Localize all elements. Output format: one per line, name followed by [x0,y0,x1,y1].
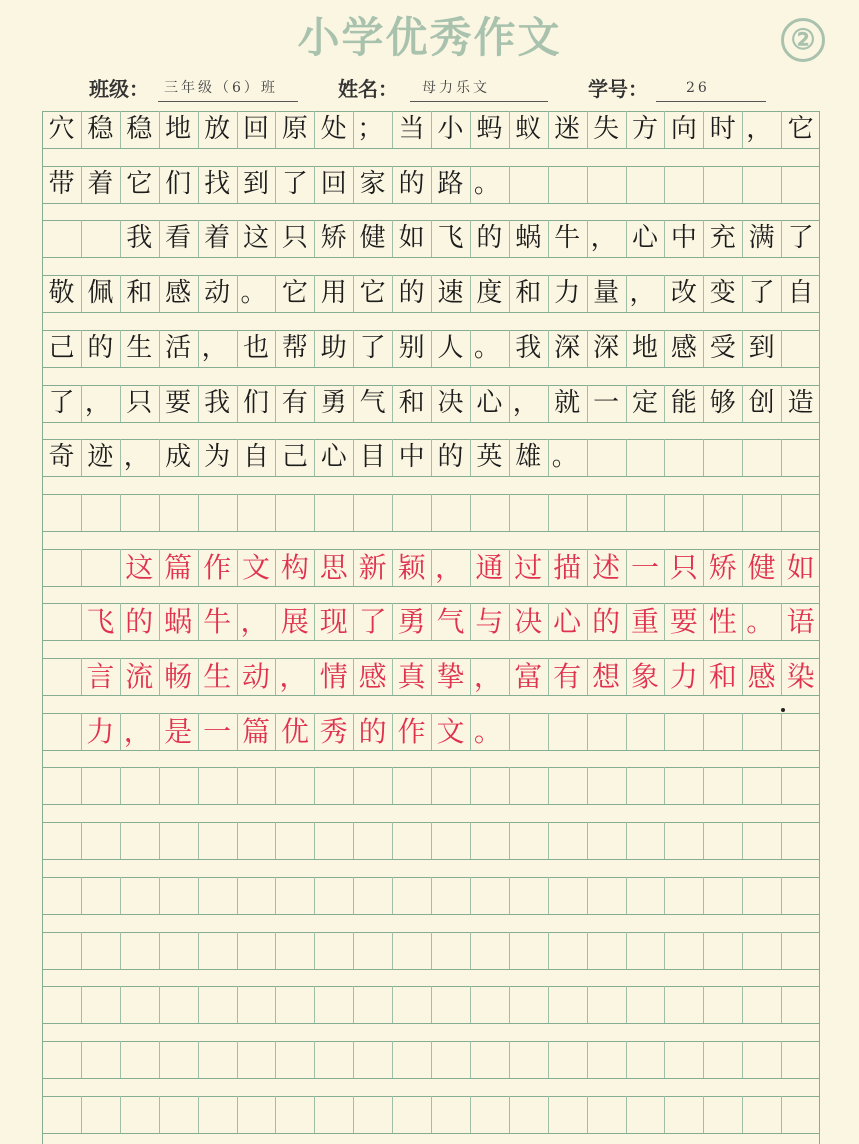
grid-character: 挚 [436,660,465,693]
grid-character: 了 [48,387,75,418]
grid-character: 这 [242,223,269,254]
grid-character [42,220,81,257]
grid-character: 们 [242,387,269,418]
grid-character: 有 [553,660,582,693]
grid-character: 感 [358,660,387,693]
grid-character: 飞 [86,605,115,639]
grid-character: 语 [786,605,815,639]
grid-character: 心 [631,223,658,254]
grid-character: 言 [86,660,115,693]
grid-character: 和 [398,387,425,418]
grid-character: 的 [398,278,425,309]
grid-character: 染 [786,660,815,693]
grid-character: 够 [709,387,736,418]
grid-character: 蚂 [476,114,503,144]
grid-character: 生 [126,332,153,363]
grid-character: 。 [746,605,775,639]
grid-character: 们 [165,168,192,199]
grid-character: 中 [398,442,425,473]
grid-character: 展 [280,605,309,639]
grid-character: 动 [241,660,270,693]
grid-character: 心 [320,442,347,473]
grid-character: 了 [358,605,387,639]
grid-character: 敬 [48,278,75,309]
grid-character: ， [746,114,773,144]
essay-line [42,166,820,203]
grid-character: 作 [397,714,426,748]
grid-character: 找 [204,168,231,199]
grid-character: 看 [165,223,192,254]
student-id-underline [656,101,766,102]
grid-character: 牛 [554,223,581,254]
grid-character: 的 [398,168,425,199]
grid-character: 气 [359,387,386,418]
grid-character: 成 [165,442,192,473]
grid-character: 的 [87,332,114,363]
grid-character: 助 [320,332,347,363]
grid-character: 矫 [708,550,737,584]
grid-character: 路 [437,168,464,199]
grid-character: 力 [669,660,698,693]
grid-character: 飞 [437,223,464,254]
grid-character: 文 [241,550,270,584]
grid-character: 稳 [87,114,114,144]
grid-character [42,658,81,695]
writing-grid [42,111,820,1144]
grid-character: 健 [747,550,776,584]
grid-character: 构 [280,550,309,584]
grid-character: 我 [126,223,153,254]
grid-character: 有 [281,387,308,418]
grid-character: 蜗 [164,605,193,639]
grid-character: 处 [320,114,347,144]
grid-character: 创 [748,387,775,418]
essay-line [42,220,820,257]
grid-character: 作 [203,550,232,584]
grid-character: 向 [670,114,697,144]
grid-character: 佩 [87,278,114,309]
grid-character: 健 [359,223,386,254]
grid-character: 的 [125,605,154,639]
grid-character: ， [84,387,111,418]
grid-character: ； [357,114,384,144]
class-label: 班级： [89,77,149,101]
grid-character: 量 [593,278,620,309]
grid-character: ， [279,660,308,693]
grid-character: 它 [281,278,308,309]
student-id-label: 学号： [588,77,648,101]
grid-character: 地 [631,332,658,363]
grid-character: 的 [592,605,621,639]
student-id-value: 26 [686,80,710,96]
grid-character: 勇 [397,605,426,639]
grid-character: 活 [165,332,192,363]
grid-character [81,220,120,257]
grid-character: 方 [631,114,658,144]
grid-character: ， [590,223,617,254]
grid-character: ， [473,660,502,693]
grid-character: 过 [514,550,543,584]
grid-character: 英 [476,442,503,473]
grid-character: 时 [709,114,736,144]
grid-character: 与 [475,605,504,639]
grid-character: 己 [281,442,308,473]
grid-character: 力 [554,278,581,309]
page-title: 小学优秀作文 [297,13,562,62]
grid-character: 奇 [48,442,75,473]
class-underline [158,101,298,102]
ink-dot [781,708,785,712]
grid-character: 如 [398,223,425,254]
grid-character: 地 [165,114,192,144]
grid-character: 描 [553,550,582,584]
grid-character: 和 [708,660,737,693]
grid-character: 是 [164,714,193,748]
grid-character: 己 [48,332,75,363]
grid-character: 造 [787,387,814,418]
comment-line [42,603,820,640]
grid-character: 决 [437,387,464,418]
grid-character: 一 [593,387,620,418]
grid-character: 要 [669,605,698,639]
grid-character: 深 [593,332,620,363]
grid-character: 迷 [554,114,581,144]
grid-character: 一 [203,714,232,748]
grid-character: 感 [747,660,776,693]
grid-character: 想 [592,660,621,693]
grid-character: 中 [670,223,697,254]
grid-character: ， [201,332,228,363]
grid-character: 只 [126,387,153,418]
grid-character: 当 [398,114,425,144]
grid-character: ， [123,714,152,748]
essay-line [42,111,820,148]
essay-line [42,330,820,367]
grid-character: 心 [553,605,582,639]
grid-character: 颖 [397,550,426,584]
grid-character: 迹 [87,442,114,473]
grid-character: 心 [476,387,503,418]
grid-character: 通 [475,550,504,584]
grid-character: 只 [669,550,698,584]
grid-character: 和 [515,278,542,309]
essay-line [42,385,820,422]
grid-character: 秀 [319,714,348,748]
grid-character [42,549,81,586]
grid-character: ， [512,387,539,418]
grid-character: 回 [242,114,269,144]
grid-character: 述 [592,550,621,584]
grid-character: 。 [551,442,578,473]
grid-character: 能 [670,387,697,418]
grid-character: 用 [320,278,347,309]
grid-character: 篇 [241,714,270,748]
grid-character: 度 [476,278,503,309]
grid-character: 了 [787,223,814,254]
grid-character: 真 [397,660,426,693]
grid-character: 它 [787,114,814,144]
class-value: 三年级（6）班 [164,80,278,96]
grid-character: 富 [514,660,543,693]
grid-character: 。 [473,332,500,363]
grid-character: 定 [631,387,658,418]
grid-character: 决 [514,605,543,639]
grid-character: 优 [280,714,309,748]
grid-character: 牛 [203,605,232,639]
grid-character: 和 [126,278,153,309]
grid-character: 了 [748,278,775,309]
grid-character: 。 [473,168,500,199]
grid-character: 带 [48,168,75,199]
grid-character: 它 [359,278,386,309]
grid-character: 感 [165,278,192,309]
grid-character: 到 [242,168,269,199]
grid-character: 它 [126,168,153,199]
grid-character: 文 [436,714,465,748]
grid-character: 着 [87,168,114,199]
grid-character: 流 [125,660,154,693]
comment-line [42,713,820,750]
grid-character: 家 [359,168,386,199]
grid-character: 人 [437,332,464,363]
grid-character: 放 [204,114,231,144]
grid-character: 的 [437,442,464,473]
grid-character: 就 [554,387,581,418]
grid-character: 情 [319,660,348,693]
grid-character: 自 [242,442,269,473]
grid-character: 变 [709,278,736,309]
grid-character: 这 [125,550,154,584]
grid-character [42,603,81,640]
grid-character: 。 [473,714,502,748]
grid-character: 满 [748,223,775,254]
grid-character: 稳 [126,114,153,144]
grid-character: 畅 [164,660,193,693]
grid-character: 雄 [515,442,542,473]
grid-character [42,713,81,750]
grid-character: 速 [437,278,464,309]
grid-character: 篇 [164,550,193,584]
grid-character: 感 [670,332,697,363]
grid-character: 到 [748,332,775,363]
grid-character: ， [629,278,656,309]
grid-character: 了 [281,168,308,199]
grid-character: 思 [319,550,348,584]
grid-character: 失 [593,114,620,144]
grid-character: 性 [708,605,737,639]
grid-character: 气 [436,605,465,639]
grid-character: 重 [630,605,659,639]
grid-character: 帮 [281,332,308,363]
grid-character: 别 [398,332,425,363]
grid-character: ， [240,605,269,639]
comment-line [42,658,820,695]
name-underline [410,101,548,102]
grid-character: 动 [204,278,231,309]
grid-character: 小 [437,114,464,144]
grid-character [81,549,120,586]
grid-character: 我 [515,332,542,363]
page-number-badge: ② [781,18,825,62]
grid-character: 目 [359,442,386,473]
grid-character: 穴 [48,114,75,144]
grid-character: 为 [204,442,231,473]
grid-character: 只 [281,223,308,254]
name-label: 姓名： [338,77,398,101]
grid-character: 新 [358,550,387,584]
grid-character: 如 [786,550,815,584]
grid-character: 受 [709,332,736,363]
grid-character: 我 [204,387,231,418]
grid-character: 也 [242,332,269,363]
grid-character: 的 [358,714,387,748]
grid-character: 回 [320,168,347,199]
grid-character: 的 [476,223,503,254]
grid-character: 了 [359,332,386,363]
grid-character: 原 [281,114,308,144]
grid-character: 蜗 [515,223,542,254]
grid-character: 生 [203,660,232,693]
essay-line [42,439,820,476]
name-value: 母力乐文 [422,80,490,96]
grid-character: 。 [240,278,267,309]
grid-character: 象 [630,660,659,693]
grid-character: 现 [319,605,348,639]
grid-character: 着 [204,223,231,254]
essay-line [42,275,820,312]
grid-character: 深 [554,332,581,363]
grid-character: ， [123,442,150,473]
grid-character: 矫 [320,223,347,254]
grid-character: 充 [709,223,736,254]
grid-character: 蚁 [515,114,542,144]
grid-character: 一 [630,550,659,584]
grid-character: 要 [165,387,192,418]
grid-character: 改 [670,278,697,309]
grid-character: 勇 [320,387,347,418]
grid-character: 力 [86,714,115,748]
comment-line [42,549,820,586]
grid-character: ， [435,550,464,584]
grid-character: 自 [787,278,814,309]
